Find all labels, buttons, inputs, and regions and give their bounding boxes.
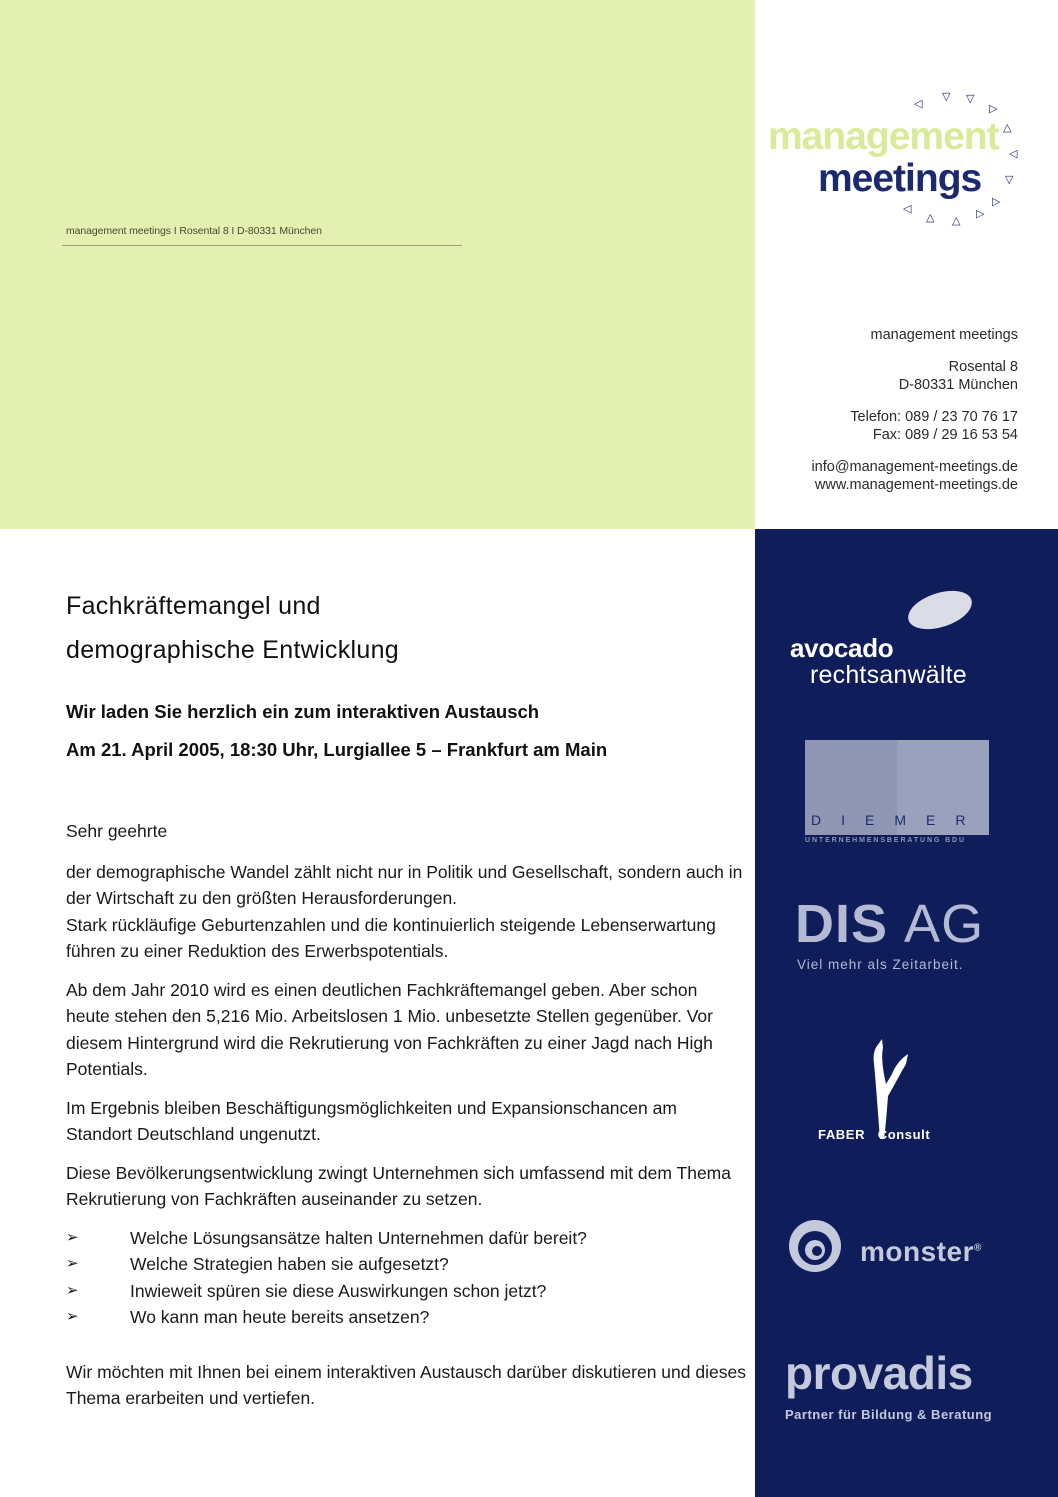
invitation-line: Wir laden Sie herzlich ein zum interaktiven Austausch — [66, 701, 540, 722]
sponsor-avocado-subtitle: rechtsanwälte — [810, 661, 967, 689]
sponsor-dis-subtitle: Viel mehr als Zeitarbeit. — [797, 957, 964, 972]
closing-paragraph: Wir möchten mit Ihnen bei einem interaktiven Austausch darüber diskutieren und dieses Thema erarbeiten und vertiefen. — [66, 1361, 746, 1408]
address-street: Rosental 8 — [948, 359, 1018, 375]
dis-bold: DIS — [795, 894, 889, 954]
triangle-icon: △ — [926, 212, 935, 224]
address-city: D-80331 München — [898, 377, 1018, 393]
sender-divider — [62, 245, 462, 246]
letterhead-green-panel — [0, 0, 755, 529]
arrow-bullet-icon: ➢ — [66, 1255, 79, 1272]
event-date-location: Am 21. April 2005, 18:30 Uhr, Lurgiallee 5 – Frankfurt am Main — [66, 739, 608, 760]
list-item-text: Wo kann man heute bereits ansetzen? — [130, 1307, 430, 1327]
letter-body — [66, 818, 746, 1424]
triangle-icon: ◁ — [914, 98, 923, 110]
body-paragraph-part: der demographische Wandel zählt nicht nur in Politik und Gesellschaft, sondern auch in der Wirtschaft zu den größten Herausforderungen. — [66, 861, 743, 908]
list-item — [66, 1278, 746, 1305]
sponsor-diemer-name: DIEMER — [811, 812, 986, 828]
sender-return-address: management meetings I Rosental 8 I D-80331 München — [66, 225, 322, 237]
page-title — [66, 584, 399, 672]
sponsor-diemer-subtitle: UNTERNEHMENSBERATUNG BDU — [805, 837, 966, 844]
list-item-text: Welche Strategien haben sie aufgesetzt? — [130, 1254, 449, 1274]
triangle-icon: ◁ — [903, 203, 912, 215]
sponsor-provadis-subtitle: Partner für Bildung & Beratung — [785, 1407, 993, 1422]
address-web[interactable]: www.management-meetings.de — [814, 477, 1018, 493]
faber-right: Consult — [877, 1127, 931, 1142]
address-email[interactable]: info@management-meetings.de — [811, 459, 1018, 475]
triangle-icon: ▽ — [942, 91, 951, 103]
sponsor-monster-name — [860, 1236, 982, 1268]
body-paragraph: Ab dem Jahr 2010 wird es einen deutlichen Fachkräftemangel geben. Aber schon heute stehen den 5,216 Mio. Arbeitslosen 1 Mio. unbesetzte Stellen gegenüber. Vor diesem Hintergrund wird die Rekrutierung von Fachkräften zu einer Jagd nach High Potentials. — [66, 979, 713, 1079]
salutation: Sehr geehrte — [66, 821, 168, 841]
triangle-icon: ▽ — [966, 93, 975, 105]
arrow-bullet-icon: ➢ — [66, 1281, 79, 1299]
list-item — [66, 1251, 746, 1278]
triangle-icon: △ — [952, 215, 961, 227]
body-paragraph-part: Stark rückläufige Geburtenzahlen und die kontinuierlich steigende Lebenserwartung führen zu einer Reduktion des Erwerbspotentials. — [66, 914, 716, 961]
arrow-bullet-icon: ➢ — [66, 1308, 79, 1325]
question-list — [66, 1225, 746, 1331]
monster-wordmark: monster — [860, 1236, 974, 1267]
triangle-icon: ▷ — [989, 103, 998, 115]
body-paragraph — [66, 859, 746, 965]
management-meetings-logo — [760, 85, 1050, 235]
sponsor-dis-name — [795, 894, 985, 954]
address-fax: Fax: 089 / 29 16 53 54 — [872, 427, 1018, 443]
list-item-text: Inwieweit spüren sie diese Auswirkungen schon jetzt? — [130, 1280, 547, 1301]
list-item-text: Welche Lösungsansätze halten Unternehmen dafür bereit? — [130, 1227, 587, 1248]
triangle-icon: ◁ — [1009, 148, 1018, 160]
address-company: management meetings — [870, 327, 1018, 343]
arrow-bullet-icon: ➢ — [66, 1228, 79, 1246]
sponsor-avocado-name: avocado — [790, 633, 894, 663]
list-item — [66, 1304, 746, 1331]
list-item — [66, 1225, 746, 1252]
triangle-icon: ▷ — [992, 196, 1001, 208]
monster-swirl-icon — [787, 1218, 843, 1274]
page-title-line2: demographische Entwicklung — [66, 636, 399, 664]
triangle-icon: ▽ — [1005, 174, 1014, 186]
triangle-icon: △ — [1003, 122, 1012, 134]
logo-word-meetings: meetings — [818, 157, 982, 200]
page-title-line1: Fachkräftemangel und — [66, 592, 321, 620]
body-paragraph: Im Ergebnis bleiben Beschäftigungsmöglichkeiten und Expansionschancen am Standort Deutschland ungenutzt. — [66, 1097, 677, 1144]
dis-light: AG — [904, 894, 985, 954]
monster-registered-mark: ® — [973, 1242, 982, 1254]
sponsor-provadis-name: provadis — [785, 1347, 973, 1399]
address-phone: Telefon: 089 / 23 70 76 17 — [850, 409, 1018, 425]
contact-address-block — [811, 326, 1018, 494]
body-paragraph: Diese Bevölkerungsentwicklung zwingt Unternehmen sich umfassend mit dem Thema Rekrutierung von Fachkräften auseinander zu setzen. — [66, 1162, 731, 1209]
sponsor-faber-name — [818, 1127, 930, 1142]
logo-word-management: management — [768, 115, 999, 158]
faber-left: FABER — [818, 1127, 866, 1142]
triangle-icon: ▷ — [976, 208, 985, 220]
avocado-icon — [905, 588, 975, 633]
